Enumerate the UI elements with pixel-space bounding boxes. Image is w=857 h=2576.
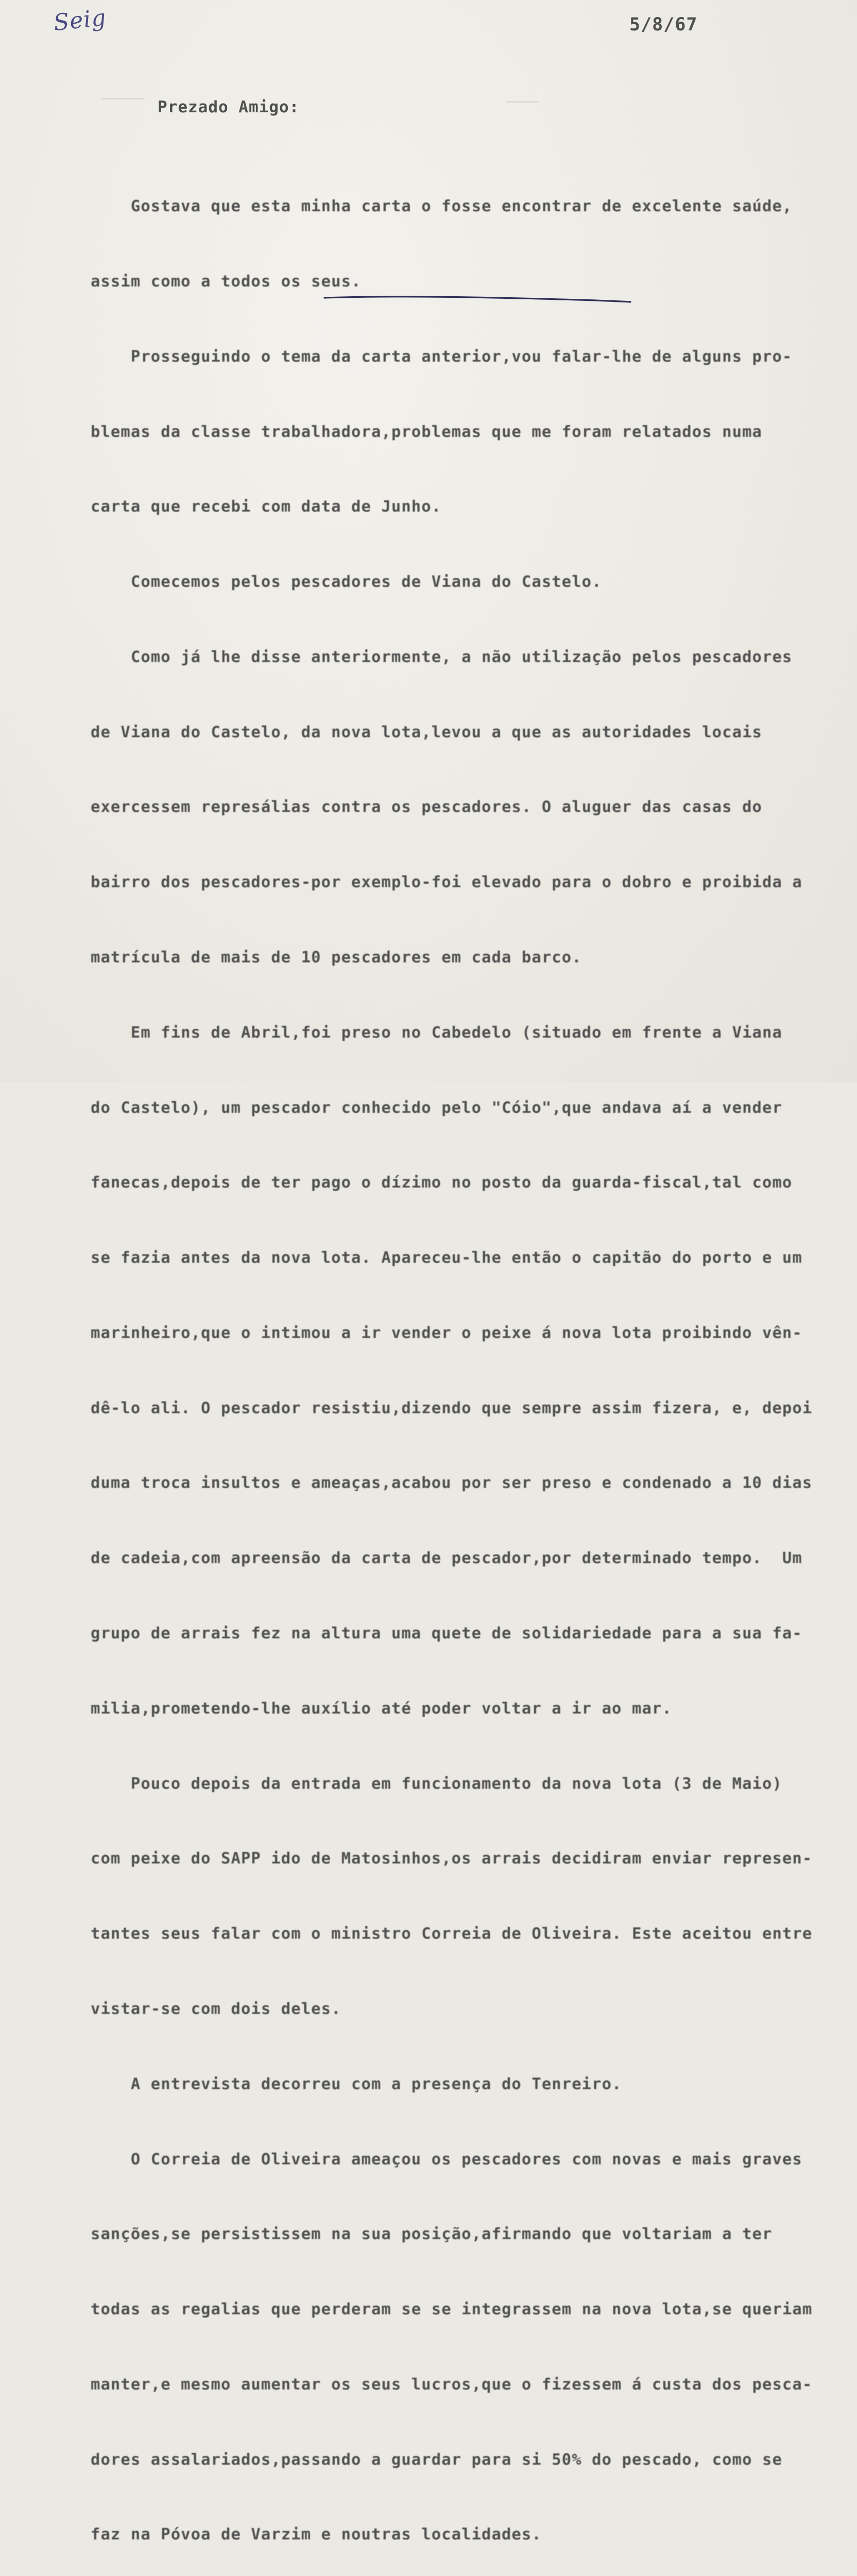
text-line: A entrevista decorreu com a presença do Tenreiro. [91, 2075, 622, 2093]
text-line: Comecemos pelos pescadores de Viana do Castelo. [91, 573, 602, 591]
ink-underline [323, 294, 632, 304]
text-line: vistar-se com dois deles. [91, 1999, 341, 2018]
text-line: dores assalariados,passando a guardar para si 50% do pescado, como se [91, 2450, 782, 2469]
text-line: todas as regalias que perderam se se integrassem na nova lota,se queriam [91, 2300, 813, 2319]
text-line: O Correia de Oliveira ameaçou os pescadores com novas e mais graves [91, 2150, 802, 2168]
letter-date: 5/8/67 [629, 14, 698, 35]
text-line: Prosseguindo o tema da carta anterior,vou falar-lhe de alguns pro- [91, 347, 793, 366]
letter-body [91, 144, 848, 2576]
text-line: blemas da classe trabalhadora,problemas que me foram relatados numa [91, 422, 762, 441]
faint-mark [506, 101, 539, 103]
text-line: dê-lo ali. O pescador resistiu,dizendo que sempre assim fizera, e, depoi [91, 1399, 813, 1417]
text-line: bairro dos pescadores-por exemplo-foi elevado para o dobro e proibida a [91, 873, 802, 892]
text-line: de Viana do Castelo, da nova lota,levou a que as autoridades locais [91, 723, 762, 741]
text-line: exercessem represálias contra os pescadores. O aluguer das casas do [91, 798, 762, 817]
faint-mark [101, 98, 144, 99]
text-line: duma troca insultos e ameaças,acabou por ser preso e condenado a 10 dias [91, 1474, 813, 1493]
text-line: marinheiro,que o intimou a ir vender o peixe á nova lota proibindo vên- [91, 1324, 802, 1342]
text-line: tantes seus falar com o ministro Correia de Oliveira. Este aceitou entre [91, 1925, 813, 1943]
text-line: assim como a todos os seus. [91, 272, 362, 291]
text-line: sanções,se persistissem na sua posição,afirmando que voltariam a ter [91, 2225, 773, 2244]
text-line: de cadeia,com apreensão da carta de pescador,por determinado tempo. Um [91, 1549, 802, 1568]
text-line: carta que recebi com data de Junho. [91, 498, 442, 516]
text-line: manter,e mesmo aumentar os seus lucros,que o fizessem á custa dos pesca- [91, 2375, 813, 2394]
text-line: do Castelo), um pescador conhecido pelo "Cóio",que andava aí a vender [91, 1098, 782, 1117]
text-line: com peixe do SAPP ido de Matosinhos,os arrais decidiram enviar represen- [91, 1850, 813, 1868]
text-line: Em fins de Abril,foi preso no Cabedelo (situado em frente a Viana [91, 1023, 782, 1042]
text-line: milia,prometendo-lhe auxílio até poder voltar a ir ao mar. [91, 1699, 672, 1718]
text-line: Pouco depois da entrada em funcionamento da nova lota (3 de Maio) [91, 1774, 782, 1793]
text-line: grupo de arrais fez na altura uma quete de solidariedade para a sua fa- [91, 1624, 802, 1643]
text-line: Gostava que esta minha carta o fosse encontrar de excelente saúde, [91, 197, 793, 216]
text-line: fanecas,depois de ter pago o dízimo no posto da guarda-fiscal,tal como [91, 1174, 793, 1192]
text-line: Como já lhe disse anteriormente, a não utilização pelos pescadores [91, 648, 793, 666]
letter-greeting: Prezado Amigo: [158, 98, 300, 116]
text-line: matrícula de mais de 10 pescadores em cada barco. [91, 948, 582, 967]
text-line: faz na Póvoa de Varzim e noutras localidades. [91, 2526, 542, 2544]
text-line: se fazia antes da nova lota. Apareceu-lhe então o capitão do porto e um [91, 1249, 802, 1267]
handwritten-annotation: Seig [52, 4, 108, 37]
